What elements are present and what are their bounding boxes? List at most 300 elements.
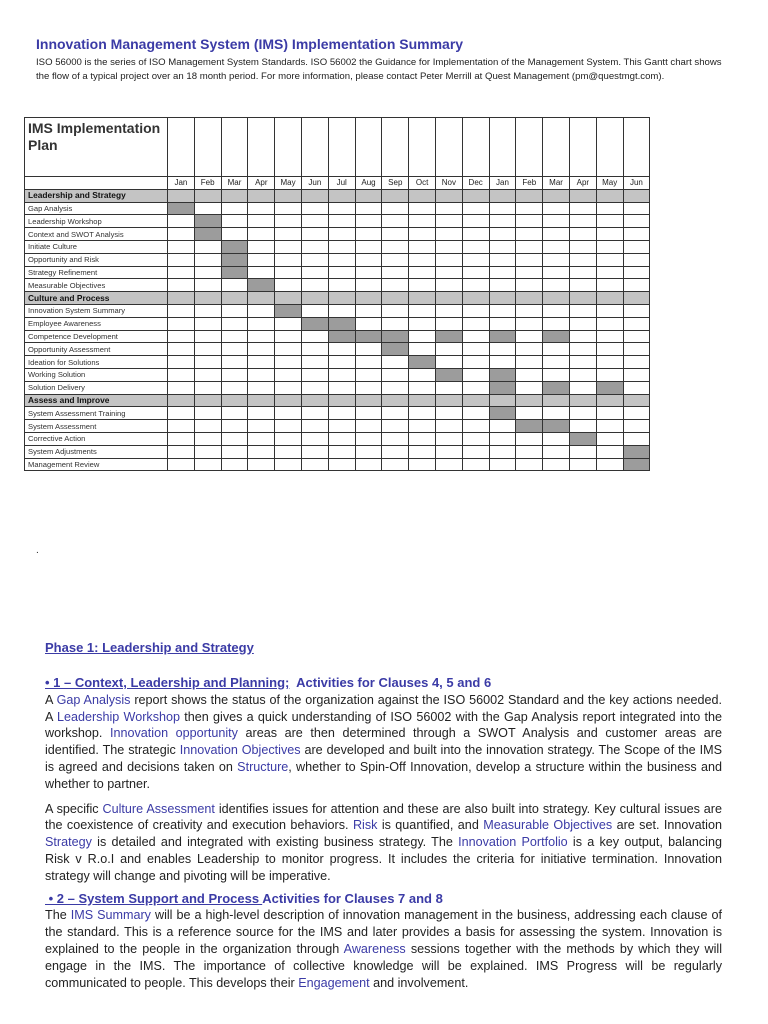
gantt-cell (168, 368, 195, 381)
gantt-cell (489, 343, 516, 356)
task-label: Opportunity Assessment (25, 343, 168, 356)
highlighted-term: Strategy (45, 835, 92, 850)
gantt-cell (543, 304, 570, 317)
gantt-cell (435, 356, 462, 369)
gantt-cell (275, 356, 302, 369)
gantt-cell (221, 343, 248, 356)
gantt-cell (301, 356, 328, 369)
header-cell (194, 118, 221, 177)
gantt-bar-cell (596, 381, 623, 394)
gantt-cell (623, 240, 650, 253)
subheading-1-main: • 1 – Context, Leadership and Planning; (45, 675, 290, 690)
gantt-cell (168, 356, 195, 369)
gantt-cell (435, 253, 462, 266)
gantt-cell (355, 317, 382, 330)
gantt-cell (569, 330, 596, 343)
gantt-cell (516, 292, 543, 305)
gantt-task-row (25, 304, 650, 317)
gantt-cell (435, 381, 462, 394)
gantt-cell (382, 432, 409, 445)
gantt-cell (301, 458, 328, 471)
gantt-cell (409, 240, 436, 253)
gantt-cell (516, 317, 543, 330)
gantt-cell (543, 215, 570, 228)
gantt-cell (301, 292, 328, 305)
gantt-task-row (25, 432, 650, 445)
section-label: Assess and Improve (25, 394, 168, 407)
gantt-task-row (25, 445, 650, 458)
gantt-cell (168, 228, 195, 241)
gantt-cell (382, 394, 409, 407)
gantt-cell (221, 202, 248, 215)
gantt-cell (409, 292, 436, 305)
gantt-cell (462, 368, 489, 381)
gantt-cell (569, 407, 596, 420)
gantt-cell (516, 202, 543, 215)
gantt-cell (409, 317, 436, 330)
task-label: Measurable Objectives (25, 279, 168, 292)
task-label: Ideation for Solutions (25, 356, 168, 369)
gantt-cell (543, 343, 570, 356)
gantt-cell (462, 445, 489, 458)
gantt-bar-cell (221, 240, 248, 253)
gantt-cell (382, 215, 409, 228)
gantt-cell (569, 279, 596, 292)
gantt-cell (301, 279, 328, 292)
gantt-cell (168, 343, 195, 356)
gantt-cell (248, 215, 275, 228)
gantt-cell (516, 330, 543, 343)
gantt-cell (221, 432, 248, 445)
gantt-cell (409, 368, 436, 381)
gantt-cell (489, 202, 516, 215)
gantt-cell (301, 202, 328, 215)
gantt-cell (489, 445, 516, 458)
gantt-cell (596, 356, 623, 369)
header-cell (516, 118, 543, 177)
gantt-cell (355, 304, 382, 317)
gantt-cell (516, 228, 543, 241)
gantt-cell (623, 304, 650, 317)
gantt-cell (168, 266, 195, 279)
gantt-cell (543, 394, 570, 407)
month-header-row (25, 177, 650, 190)
gantt-cell (623, 330, 650, 343)
gantt-cell (355, 368, 382, 381)
gantt-cell (489, 356, 516, 369)
gantt-cell (221, 304, 248, 317)
gantt-cell (462, 240, 489, 253)
gantt-cell (301, 368, 328, 381)
gantt-cell (409, 202, 436, 215)
gantt-cell (516, 394, 543, 407)
month-header-spacer (25, 177, 168, 190)
gantt-cell (355, 279, 382, 292)
section-label: Culture and Process (25, 292, 168, 305)
gantt-cell (168, 458, 195, 471)
gantt-cell (221, 381, 248, 394)
gantt-cell (489, 253, 516, 266)
gantt-cell (596, 420, 623, 433)
gantt-cell (168, 317, 195, 330)
gantt-cell (248, 292, 275, 305)
gantt-bar-cell (355, 330, 382, 343)
gantt-cell (569, 356, 596, 369)
gantt-cell (516, 445, 543, 458)
gantt-cell (168, 407, 195, 420)
month-label: Jul (328, 177, 355, 190)
gantt-cell (489, 228, 516, 241)
gantt-cell (462, 381, 489, 394)
header-cell (355, 118, 382, 177)
gantt-cell (248, 420, 275, 433)
gantt-cell (382, 420, 409, 433)
gantt-cell (569, 381, 596, 394)
gantt-cell (569, 240, 596, 253)
gantt-cell (596, 432, 623, 445)
gantt-cell (516, 343, 543, 356)
gantt-cell (382, 381, 409, 394)
text-segment: will be a high-level description of innovation management in the business, addressing each clause of the standard. This is a reference source for the IMS and later provides a basis for assessing the system. Innovation is explained to the people in the organization through (45, 908, 723, 956)
gantt-cell (301, 240, 328, 253)
highlighted-term: Structure (237, 759, 289, 774)
gantt-cell (275, 240, 302, 253)
gantt-cell (569, 266, 596, 279)
gantt-cell (516, 304, 543, 317)
gantt-section-row (25, 394, 650, 407)
intro-text: ISO 56000 is the series of ISO Management System Standards. ISO 56002 the Guidance for Implementation of the Management System. This Gantt chart shows the flow of a typical project over an 18 month period. For more information, please contact Peter Merrill at Quest Management (pm@questmgt.com). (36, 57, 722, 82)
gantt-cell (596, 240, 623, 253)
task-label: System Assessment Training (25, 407, 168, 420)
gantt-cell (435, 215, 462, 228)
gantt-cell (168, 215, 195, 228)
gantt-cell (543, 445, 570, 458)
gantt-cell (248, 356, 275, 369)
task-label: System Assessment (25, 420, 168, 433)
gantt-cell (462, 266, 489, 279)
highlighted-term: Engagement (298, 975, 370, 990)
gantt-cell (382, 458, 409, 471)
gantt-cell (355, 420, 382, 433)
gantt-cell (623, 253, 650, 266)
header-cell (596, 118, 623, 177)
gantt-cell (355, 343, 382, 356)
gantt-bar-cell (543, 420, 570, 433)
gantt-bar-cell (489, 330, 516, 343)
gantt-cell (168, 279, 195, 292)
gantt-cell (382, 240, 409, 253)
gantt-cell (248, 407, 275, 420)
gantt-cell (409, 189, 436, 202)
gantt-bar-cell (409, 356, 436, 369)
gantt-cell (301, 432, 328, 445)
gantt-cell (516, 432, 543, 445)
gantt-cell (328, 420, 355, 433)
month-label: Dec (462, 177, 489, 190)
gantt-cell (221, 407, 248, 420)
gantt-cell (596, 292, 623, 305)
gantt-chart (24, 117, 650, 471)
gantt-task-row (25, 381, 650, 394)
gantt-cell (275, 407, 302, 420)
task-label: Working Solution (25, 368, 168, 381)
gantt-cell (248, 228, 275, 241)
gantt-cell (248, 189, 275, 202)
header-cell (489, 118, 516, 177)
gantt-cell (435, 432, 462, 445)
gantt-cell (328, 458, 355, 471)
gantt-cell (168, 189, 195, 202)
gantt-cell (355, 253, 382, 266)
gantt-cell (516, 215, 543, 228)
gantt-bar-cell (168, 202, 195, 215)
gantt-bar-cell (543, 381, 570, 394)
gantt-cell (489, 420, 516, 433)
paragraph-3 (45, 907, 722, 991)
subheading-2 (45, 891, 722, 908)
gantt-cell (516, 407, 543, 420)
header-cell (248, 118, 275, 177)
header-cell (301, 118, 328, 177)
gantt-cell (623, 189, 650, 202)
gantt-cell (596, 215, 623, 228)
gantt-cell (569, 368, 596, 381)
gantt-cell (543, 253, 570, 266)
gantt-cell (623, 202, 650, 215)
month-label: Mar (221, 177, 248, 190)
gantt-cell (301, 381, 328, 394)
gantt-cell (328, 368, 355, 381)
text-segment: The (45, 908, 71, 923)
text-segment: areas are then determined through a SWOT Analysis and customer areas are identified. The strategic (45, 726, 722, 758)
gantt-cell (489, 189, 516, 202)
gantt-cell (275, 317, 302, 330)
header-cell (328, 118, 355, 177)
gantt-cell (275, 368, 302, 381)
header-cell (543, 118, 570, 177)
gantt-cell (516, 279, 543, 292)
gantt-cell (596, 279, 623, 292)
gantt-cell (623, 228, 650, 241)
gantt-cell (623, 292, 650, 305)
gantt-bar-cell (194, 228, 221, 241)
gantt-cell (355, 445, 382, 458)
text-segment: is quantified, and (377, 818, 484, 833)
gantt-cell (382, 189, 409, 202)
gantt-bar-cell (221, 253, 248, 266)
gantt-cell (516, 381, 543, 394)
gantt-task-row (25, 279, 650, 292)
gantt-cell (355, 381, 382, 394)
gantt-cell (435, 394, 462, 407)
gantt-task-row (25, 202, 650, 215)
gantt-cell (301, 266, 328, 279)
gantt-cell (301, 407, 328, 420)
gantt-cell (623, 356, 650, 369)
page-title: Innovation Management System (IMS) Implementation Summary (36, 36, 464, 52)
gantt-cell (543, 317, 570, 330)
gantt-cell (248, 432, 275, 445)
gantt-cell (543, 292, 570, 305)
gantt-cell (462, 407, 489, 420)
subheading-1-rest: Activities for Clauses 4, 5 and 6 (289, 675, 492, 690)
task-label: Solution Delivery (25, 381, 168, 394)
gantt-cell (301, 228, 328, 241)
gantt-cell (409, 445, 436, 458)
month-label: Jun (623, 177, 650, 190)
gantt-cell (194, 279, 221, 292)
gantt-cell (194, 420, 221, 433)
gantt-cell (275, 343, 302, 356)
gantt-cell (221, 420, 248, 433)
gantt-cell (248, 330, 275, 343)
gantt-bar-cell (328, 317, 355, 330)
gantt-cell (596, 368, 623, 381)
gantt-cell (435, 292, 462, 305)
gantt-cell (248, 317, 275, 330)
gantt-cell (409, 420, 436, 433)
gantt-cell (435, 445, 462, 458)
gantt-cell (382, 304, 409, 317)
paragraph-2 (45, 801, 722, 885)
gantt-task-row (25, 407, 650, 420)
gantt-cell (409, 432, 436, 445)
gantt-cell (543, 279, 570, 292)
header-cell (221, 118, 248, 177)
highlighted-term: Innovation Portfolio (458, 835, 568, 850)
gantt-cell (194, 458, 221, 471)
gantt-cell (168, 420, 195, 433)
highlighted-term: Culture Assessment (102, 801, 215, 816)
gantt-cell (569, 317, 596, 330)
gantt-cell (194, 292, 221, 305)
header-cell (382, 118, 409, 177)
gantt-cell (543, 189, 570, 202)
gantt-cell (194, 356, 221, 369)
gantt-bar-cell (489, 381, 516, 394)
gantt-cell (623, 343, 650, 356)
gantt-cell (382, 279, 409, 292)
subheading-2-rest: Activities for Clauses 7 and 8 (262, 890, 443, 906)
gantt-bar-cell (248, 279, 275, 292)
gantt-cell (328, 445, 355, 458)
gantt-cell (168, 240, 195, 253)
gantt-cell (168, 304, 195, 317)
gantt-cell (516, 240, 543, 253)
gantt-cell (248, 394, 275, 407)
gantt-cell (623, 368, 650, 381)
gantt-cell (462, 458, 489, 471)
gantt-bar-cell (569, 432, 596, 445)
text-segment: , whether to Spin-Off Innovation, develop a structure within the business and whether to partner. (45, 759, 722, 791)
gantt-cell (275, 394, 302, 407)
gantt-cell (301, 420, 328, 433)
gantt-cell (489, 304, 516, 317)
gantt-cell (409, 394, 436, 407)
gantt-cell (596, 317, 623, 330)
gantt-cell (435, 343, 462, 356)
gantt-cell (328, 432, 355, 445)
gantt-cell (248, 304, 275, 317)
gantt-cell (543, 368, 570, 381)
gantt-cell (409, 458, 436, 471)
gantt-bar-cell (623, 458, 650, 471)
header-cell (462, 118, 489, 177)
task-label: Competence Development (25, 330, 168, 343)
gantt-bar-cell (489, 368, 516, 381)
gantt-cell (221, 189, 248, 202)
gantt-cell (516, 189, 543, 202)
highlighted-term: Risk (352, 818, 378, 833)
gantt-cell (248, 458, 275, 471)
gantt-cell (489, 458, 516, 471)
gantt-cell (462, 189, 489, 202)
gantt-cell (462, 228, 489, 241)
gantt-cell (462, 304, 489, 317)
gantt-title: IMS Implementation Plan (25, 118, 168, 177)
gantt-cell (301, 330, 328, 343)
gantt-cell (435, 202, 462, 215)
gantt-cell (569, 189, 596, 202)
gantt-cell (328, 356, 355, 369)
gantt-cell (489, 394, 516, 407)
gantt-title-row (25, 118, 650, 177)
gantt-cell (409, 407, 436, 420)
gantt-cell (569, 304, 596, 317)
gantt-cell (543, 240, 570, 253)
gantt-section-row (25, 189, 650, 202)
gantt-bar-cell (275, 304, 302, 317)
highlighted-term: Innovation Objectives (179, 743, 301, 758)
gantt-cell (328, 343, 355, 356)
gantt-cell (435, 240, 462, 253)
gantt-cell (194, 330, 221, 343)
gantt-cell (275, 292, 302, 305)
month-label: Feb (516, 177, 543, 190)
gantt-cell (462, 253, 489, 266)
gantt-cell (462, 215, 489, 228)
gantt-cell (168, 394, 195, 407)
gantt-cell (275, 432, 302, 445)
month-label: Oct (409, 177, 436, 190)
text-segment: A specific (45, 801, 103, 816)
highlighted-term: Awareness (343, 941, 406, 956)
month-label: Nov (435, 177, 462, 190)
gantt-cell (275, 253, 302, 266)
gantt-cell (623, 420, 650, 433)
gantt-cell (569, 343, 596, 356)
subheading-1 (45, 675, 722, 692)
gantt-cell (569, 445, 596, 458)
task-label: Employee Awareness (25, 317, 168, 330)
header-cell (409, 118, 436, 177)
gantt-cell (194, 445, 221, 458)
gantt-cell (596, 253, 623, 266)
gantt-cell (194, 394, 221, 407)
gantt-cell (462, 330, 489, 343)
gantt-cell (382, 368, 409, 381)
gantt-cell (462, 202, 489, 215)
month-label: May (275, 177, 302, 190)
gantt-task-row (25, 317, 650, 330)
text-segment: are set. Innovation (612, 818, 722, 833)
month-label: Jan (168, 177, 195, 190)
gantt-cell (596, 407, 623, 420)
text-segment: sessions together with the methods by which they will engage in the IMS. The importance of collective knowledge will be explained. IMS Progress will be regularly communicated to people. This develops their (45, 941, 722, 990)
gantt-cell (462, 394, 489, 407)
gantt-cell (328, 304, 355, 317)
gantt-cell (435, 420, 462, 433)
